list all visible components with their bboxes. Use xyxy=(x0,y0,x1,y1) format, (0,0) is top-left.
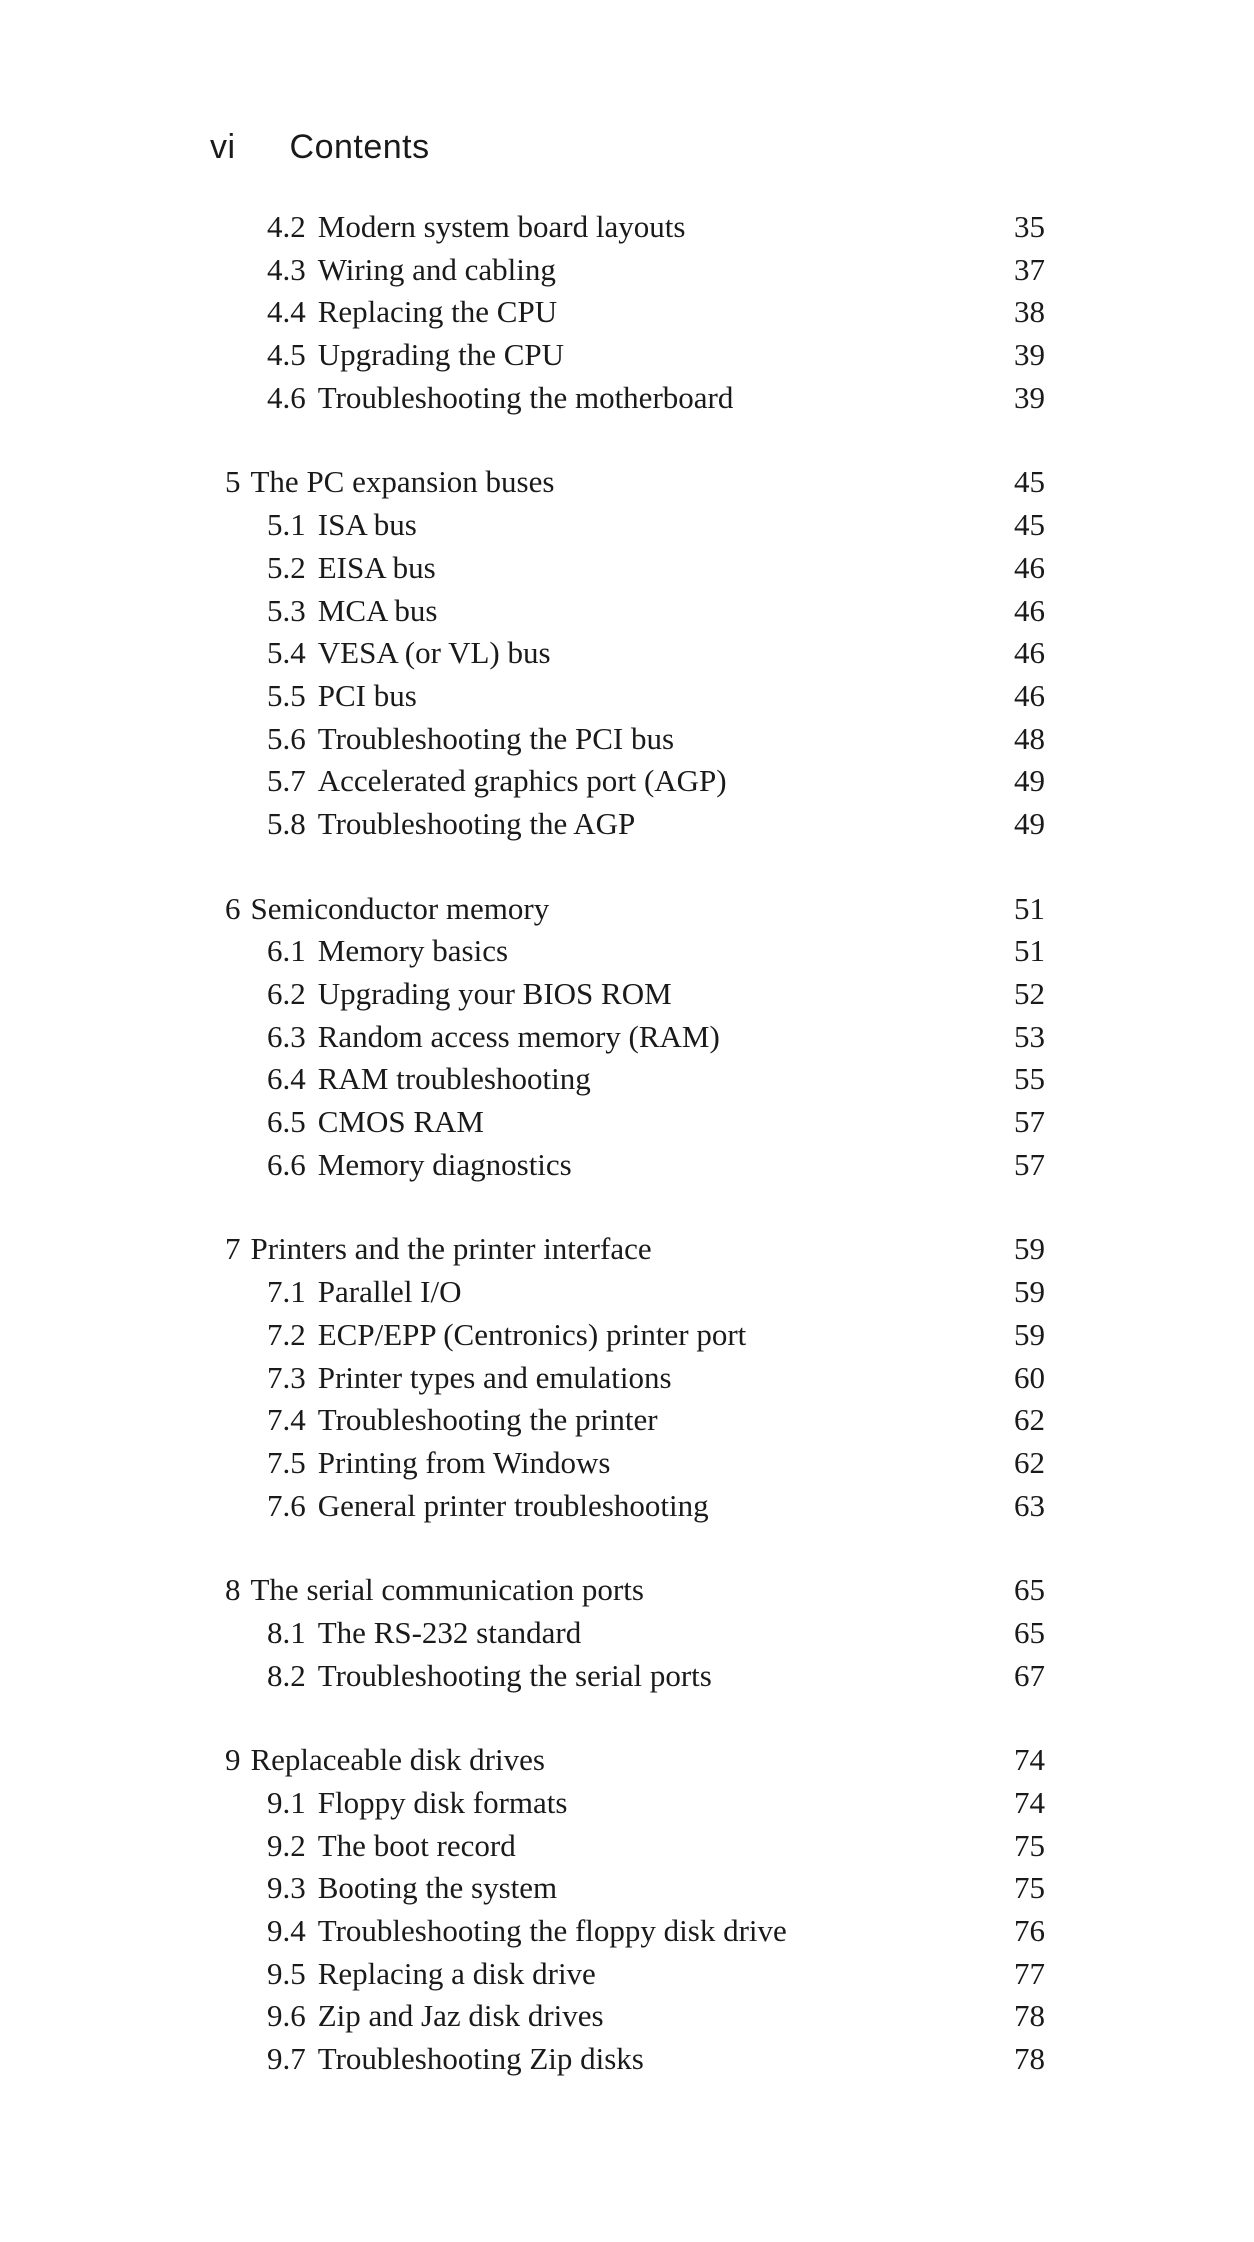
toc-entry-page-number: 67 xyxy=(1014,1657,1045,1693)
toc-section-entry xyxy=(225,973,1045,1016)
toc-entry-page-number: 45 xyxy=(1014,464,1045,500)
toc-entry-number: 7.5 xyxy=(267,1444,306,1480)
toc-entry-number: 9 xyxy=(225,1742,241,1778)
toc-entry-title: Semiconductor memory xyxy=(250,890,550,926)
toc-entry-title: EISA bus xyxy=(317,549,436,585)
toc-entry-title: Upgrading the CPU xyxy=(317,337,565,373)
toc-entry-title: Troubleshooting the AGP xyxy=(317,805,636,841)
toc-chapter-entry xyxy=(225,888,1045,931)
toc-entry-number: 5.3 xyxy=(267,592,306,628)
toc-entry-title: Memory diagnostics xyxy=(317,1146,572,1182)
toc-entry-title: Troubleshooting the printer xyxy=(317,1402,658,1438)
toc-section-entry xyxy=(225,1357,1045,1400)
running-header xyxy=(210,128,430,167)
toc-entry-number: 9.1 xyxy=(267,1785,306,1820)
toc-entry-number: 6 xyxy=(225,890,241,926)
toc-section-entry xyxy=(225,1953,1045,1996)
toc-section-entry xyxy=(225,1399,1045,1442)
toc-section-entry xyxy=(225,1910,1045,1953)
toc-entry-title: The PC expansion buses xyxy=(250,464,555,500)
toc-entry-page-number: 48 xyxy=(1014,720,1045,756)
toc-entry-page-number: 49 xyxy=(1014,763,1045,799)
toc-section-entry xyxy=(225,377,1045,420)
toc-entry-number: 5.8 xyxy=(267,805,306,841)
toc-section-entry xyxy=(225,1101,1045,1144)
toc-entry-number: 4.6 xyxy=(267,379,306,415)
toc-entry-title: Random access memory (RAM) xyxy=(317,1018,720,1054)
toc-entry-number: 7.1 xyxy=(267,1274,306,1310)
toc-entry-page-number: 78 xyxy=(1014,1998,1045,2034)
toc-entry-page-number: 59 xyxy=(1014,1231,1045,1267)
toc-chapter-entry xyxy=(225,1739,1045,1782)
toc-entry-title: RAM troubleshooting xyxy=(317,1061,591,1097)
toc-entry-number: 9.3 xyxy=(267,1870,306,1906)
toc-entry-number: 9.6 xyxy=(267,1998,306,2034)
toc-section-entry xyxy=(225,1016,1045,1059)
toc-entry-number: 9.2 xyxy=(267,1827,306,1863)
toc-entry-page-number: 45 xyxy=(1014,507,1045,543)
toc-entry-title: Printing from Windows xyxy=(317,1444,611,1480)
toc-entry-number: 4.5 xyxy=(267,337,306,373)
toc-section-entry xyxy=(225,1782,1045,1825)
toc-section-entry xyxy=(225,718,1045,761)
toc-section-entry xyxy=(225,590,1045,633)
toc-section-entry xyxy=(225,504,1045,547)
toc-entry-title: Wiring and cabling xyxy=(317,251,556,287)
toc-entry-number: 7.3 xyxy=(267,1359,306,1395)
toc-entry-number: 8.2 xyxy=(267,1657,306,1693)
toc-entry-page-number: 78 xyxy=(1014,2041,1045,2077)
toc-entry-page-number: 59 xyxy=(1014,1316,1045,1352)
toc-section-entry xyxy=(225,1655,1045,1698)
toc-entry-number: 5.7 xyxy=(267,763,306,799)
toc-entry-page-number: 39 xyxy=(1014,337,1045,373)
toc-entry-title: PCI bus xyxy=(317,677,417,713)
toc-section-entry xyxy=(225,1314,1045,1357)
toc-section-entry xyxy=(225,1825,1045,1868)
toc-chapter-entry xyxy=(225,1228,1045,1271)
toc-entry-page-number: 49 xyxy=(1014,805,1045,841)
toc-entry-page-number: 46 xyxy=(1014,677,1045,713)
toc-entry-page-number: 74 xyxy=(1014,1742,1045,1778)
toc-entry-page-number: 77 xyxy=(1014,1955,1045,1991)
toc-entry-number: 9.5 xyxy=(267,1955,306,1991)
toc-entry-number: 9.4 xyxy=(267,1913,306,1949)
header-page-number: vi xyxy=(210,128,236,166)
toc-entry-number: 6.3 xyxy=(267,1018,306,1054)
toc-entry-page-number: 76 xyxy=(1014,1913,1045,1949)
toc-entry-page-number: 63 xyxy=(1014,1487,1045,1523)
toc-section-entry xyxy=(225,930,1045,973)
toc-entry-page-number: 57 xyxy=(1014,1104,1045,1140)
toc-entry-title: The RS-232 standard xyxy=(317,1614,582,1650)
toc-entry-title: Accelerated graphics port (AGP) xyxy=(317,763,727,799)
toc-section-entry xyxy=(225,249,1045,292)
toc-entry-title: Replacing the CPU xyxy=(317,294,558,330)
toc-entry-number: 6.5 xyxy=(267,1104,306,1140)
toc-entry-title: Troubleshooting Zip disks xyxy=(317,2041,644,2077)
toc-entry-title: ISA bus xyxy=(317,507,417,543)
toc-entry-title: Troubleshooting the serial ports xyxy=(317,1657,712,1693)
toc-entry-page-number: 46 xyxy=(1014,592,1045,628)
toc-entry-page-number: 35 xyxy=(1014,209,1045,244)
toc-entry-number: 8 xyxy=(225,1572,241,1608)
toc-entry-title: Memory basics xyxy=(317,933,509,969)
toc-entry-page-number: 65 xyxy=(1014,1572,1045,1608)
toc-entry-title: Troubleshooting the PCI bus xyxy=(317,720,675,756)
toc-section-entry xyxy=(225,803,1045,846)
toc-entry-page-number: 37 xyxy=(1014,251,1045,287)
toc-section-entry xyxy=(225,632,1045,675)
toc-entry-title: Floppy disk formats xyxy=(317,1785,568,1820)
toc-section-entry xyxy=(225,1058,1045,1101)
toc-entry-title: Parallel I/O xyxy=(317,1274,462,1310)
toc-entry-page-number: 51 xyxy=(1014,933,1045,969)
toc-entry-page-number: 62 xyxy=(1014,1402,1045,1438)
toc-entry-page-number: 46 xyxy=(1014,549,1045,585)
toc-section-entry xyxy=(225,291,1045,334)
toc-section-entry xyxy=(225,547,1045,590)
toc-entry-title: Troubleshooting the floppy disk drive xyxy=(317,1913,787,1949)
toc-entry-title: Replaceable disk drives xyxy=(250,1742,545,1778)
toc-entry-page-number: 65 xyxy=(1014,1614,1045,1650)
toc-section-entry xyxy=(225,334,1045,377)
toc-entry-number: 4.4 xyxy=(267,294,306,330)
toc-entry-number: 6.6 xyxy=(267,1146,306,1182)
toc-entry-number: 5 xyxy=(225,464,241,500)
toc-entry-number: 5.6 xyxy=(267,720,306,756)
toc-entry-title: Booting the system xyxy=(317,1870,558,1906)
toc-section-entry xyxy=(225,1612,1045,1655)
toc-section-entry xyxy=(225,1271,1045,1314)
toc-entry-page-number: 62 xyxy=(1014,1444,1045,1480)
toc-entry-page-number: 39 xyxy=(1014,379,1045,415)
toc-entry-page-number: 57 xyxy=(1014,1146,1045,1182)
toc-entry-title: Troubleshooting the motherboard xyxy=(317,379,734,415)
toc-entry-page-number: 60 xyxy=(1014,1359,1045,1395)
toc-entry-title: Printers and the printer interface xyxy=(250,1231,652,1267)
toc-entry-number: 6.4 xyxy=(267,1061,306,1097)
toc-section-entry xyxy=(225,760,1045,803)
toc-entry-number: 7.4 xyxy=(267,1402,306,1438)
toc-entry-page-number: 46 xyxy=(1014,635,1045,671)
toc-entry-page-number: 75 xyxy=(1014,1827,1045,1863)
toc-entry-number: 7 xyxy=(225,1231,241,1267)
toc-entry-title: Upgrading your BIOS ROM xyxy=(317,976,672,1011)
toc-entry-number: 7.2 xyxy=(267,1316,306,1352)
toc-entry-title: The serial communication ports xyxy=(250,1572,644,1608)
toc-entry-page-number: 52 xyxy=(1014,976,1045,1011)
toc-section-entry xyxy=(225,1442,1045,1485)
toc-entry-number: 5.4 xyxy=(267,635,306,671)
table-of-contents xyxy=(225,206,1045,2081)
toc-section-entry xyxy=(225,675,1045,718)
toc-section-entry xyxy=(225,1995,1045,2038)
toc-entry-title: MCA bus xyxy=(317,592,438,628)
toc-entry-number: 6.2 xyxy=(267,976,306,1011)
toc-entry-title: ECP/EPP (Centronics) printer port xyxy=(317,1316,747,1352)
toc-section-entry xyxy=(225,2038,1045,2081)
toc-entry-title: VESA (or VL) bus xyxy=(317,635,551,671)
toc-entry-number: 5.2 xyxy=(267,549,306,585)
toc-entry-page-number: 74 xyxy=(1014,1785,1045,1820)
toc-entry-page-number: 53 xyxy=(1014,1018,1045,1054)
toc-section-entry xyxy=(225,206,1045,249)
toc-chapter-entry xyxy=(225,1569,1045,1612)
toc-entry-number: 6.1 xyxy=(267,933,306,969)
toc-entry-number: 8.1 xyxy=(267,1614,306,1650)
toc-chapter-entry xyxy=(225,461,1045,504)
toc-entry-title: The boot record xyxy=(317,1827,516,1863)
toc-entry-page-number: 75 xyxy=(1014,1870,1045,1906)
toc-entry-number: 9.7 xyxy=(267,2041,306,2077)
toc-entry-number: 5.1 xyxy=(267,507,306,543)
toc-entry-page-number: 55 xyxy=(1014,1061,1045,1097)
toc-entry-title: Printer types and emulations xyxy=(317,1359,672,1395)
toc-section-entry xyxy=(225,1144,1045,1187)
toc-entry-number: 4.2 xyxy=(267,209,306,244)
toc-entry-title: Zip and Jaz disk drives xyxy=(317,1998,604,2034)
toc-entry-page-number: 51 xyxy=(1014,890,1045,926)
toc-entry-page-number: 59 xyxy=(1014,1274,1045,1310)
toc-section-entry xyxy=(225,1485,1045,1528)
toc-entry-number: 4.3 xyxy=(267,251,306,287)
toc-entry-number: 5.5 xyxy=(267,677,306,713)
toc-entry-number: 7.6 xyxy=(267,1487,306,1523)
toc-entry-title: Replacing a disk drive xyxy=(317,1955,596,1991)
toc-entry-title: Modern system board layouts xyxy=(317,209,686,244)
toc-section-entry xyxy=(225,1867,1045,1910)
toc-entry-page-number: 38 xyxy=(1014,294,1045,330)
header-title: Contents xyxy=(289,128,430,166)
toc-entry-title: CMOS RAM xyxy=(317,1104,484,1140)
toc-entry-title: General printer troubleshooting xyxy=(317,1487,709,1523)
